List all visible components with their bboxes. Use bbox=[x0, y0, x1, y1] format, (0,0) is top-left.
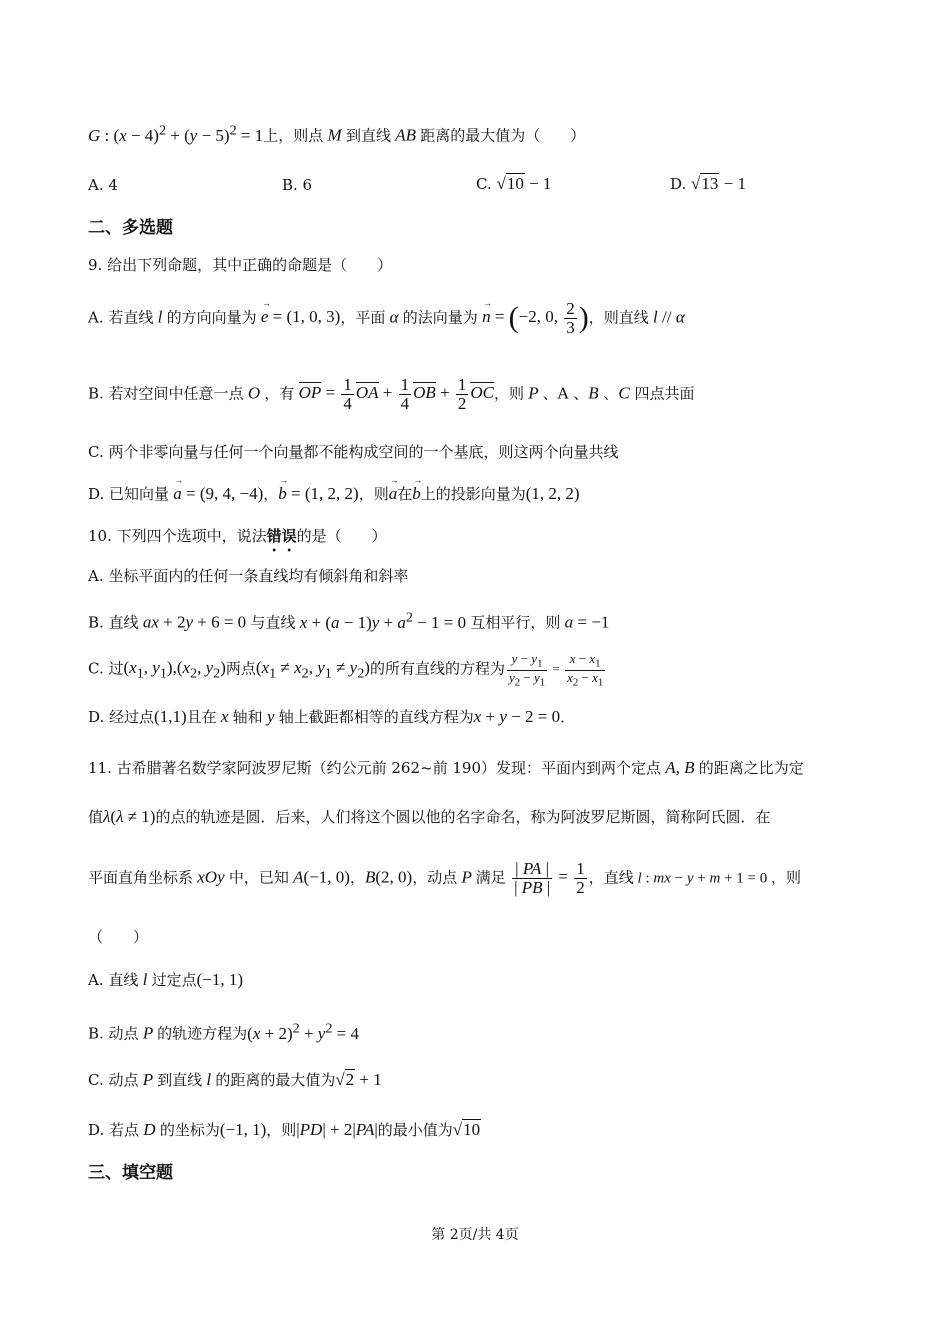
page-footer: 第 2页/共 4页 bbox=[431, 1227, 519, 1243]
q10-stem: 10. 下列四个选项中，说法错误的是（ ） bbox=[88, 527, 387, 545]
q11-stem-line1: 11. 古希腊著名数学家阿波罗尼斯（约公元前 262~前 190）发现：平面内到两个定点 A, B 的距离之比为定 bbox=[88, 758, 804, 777]
section-title-multi: 二、多选题 bbox=[88, 218, 173, 238]
q9-option-b: B. 若对空间中任意一点 O ，有 OP = $\frac{1}{4}$ OA + $\frac{1}{4}$ OB + $\frac{1}{2}$ OC，则 P 、A 、B 、C 四点共面 bbox=[88, 375, 695, 413]
q11-option-d: D. 若点 D 的坐标为(−1, 1)，则|PD| + 2|PA|的最小值为√10 bbox=[88, 1120, 481, 1139]
q10-option-a: A. 坐标平面内的任何一条直线均有倾斜角和斜率 bbox=[88, 567, 409, 585]
q9-option-d: D. 已知向量 → a = (9, 4, −4)，→ b = (1, 2, 2)，则→ a在→ b上的投影向量为(1, 2, 2) bbox=[88, 484, 580, 504]
q10-option-d: D. 经过点(1,1)且在 x 轴和 y 轴上截距都相等的直线方程为x + y − 2 = 0． bbox=[88, 707, 576, 726]
section-title-fill: 三、填空题 bbox=[88, 1163, 173, 1183]
q8-option-d: D. √13 − 1 bbox=[670, 174, 746, 193]
q11-option-c: C. 动点 P 到直线 l 的距离的最大值为√2 + 1 bbox=[88, 1070, 382, 1089]
q10-option-b: B. 直线 ax + 2y + 6 = 0 与直线 $x + (a - 1)y + a^2 - 1 = 0$ 互相平行，则 a = −1 bbox=[88, 609, 610, 632]
q11-stem-line3: 平面直角坐标系 xOy 中，已知 A(−1, 0)，B(2, 0)，动点 P 满足 $\frac{| PA |}{| PB |}$ = $\frac{1}{2}$ ，直线 l : mx − y + m + 1 = 0 ，则 bbox=[88, 859, 801, 897]
q9-option-a: A. 若直线 l 的方向向量为 → e = (1, 0, 3)，平面 α 的法向量为 → n = (−2, 0, $\frac{2}{3}$ )，则直线 l // α bbox=[88, 300, 685, 337]
q9-option-c: C. 两个非零向量与任何一个向量都不能构成空间的一个基底，则这两个向量共线 bbox=[88, 443, 619, 461]
q11-stem-line2: 值λ(λ ≠ 1)的点的轨迹是圆．后来，人们将这个圆以他的名字命名，称为阿波罗尼斯圆，简称阿氏圆．在 bbox=[88, 807, 771, 826]
q11-option-b: B. 动点 P 的轨迹方程为$(x + 2)^2 + y^2 = 4$ bbox=[88, 1020, 360, 1043]
q11-paren: （ ） bbox=[88, 928, 149, 946]
q8-option-c: C. √10 − 1 bbox=[476, 174, 552, 193]
q10-option-c: C. 过($x_1$, $y_1),(x_2$, $y_2$)两点($x_1 \ne x_2$, $y_1 \ne y_2$)的所有直线的方程为 $\frac{y - y_1}{y_2 - y_1}$ = $\frac{x - x_1}{x_2 - x_1}$ bbox=[88, 651, 604, 689]
q8-stem-tail: G : $(x - 4)^2 + (y - 5)^2 = 1$上，则点 M 到直线 AB 距离的最大值为（ ） bbox=[88, 122, 586, 145]
q8-option-b: B. 6 bbox=[282, 176, 313, 194]
q9-stem: 9. 给出下列命题，其中正确的命题是（ ） bbox=[88, 256, 393, 274]
q11-option-a: A. 直线 l 过定点(−1, 1) bbox=[88, 970, 244, 989]
q8-option-a: A. 4 bbox=[88, 176, 118, 194]
